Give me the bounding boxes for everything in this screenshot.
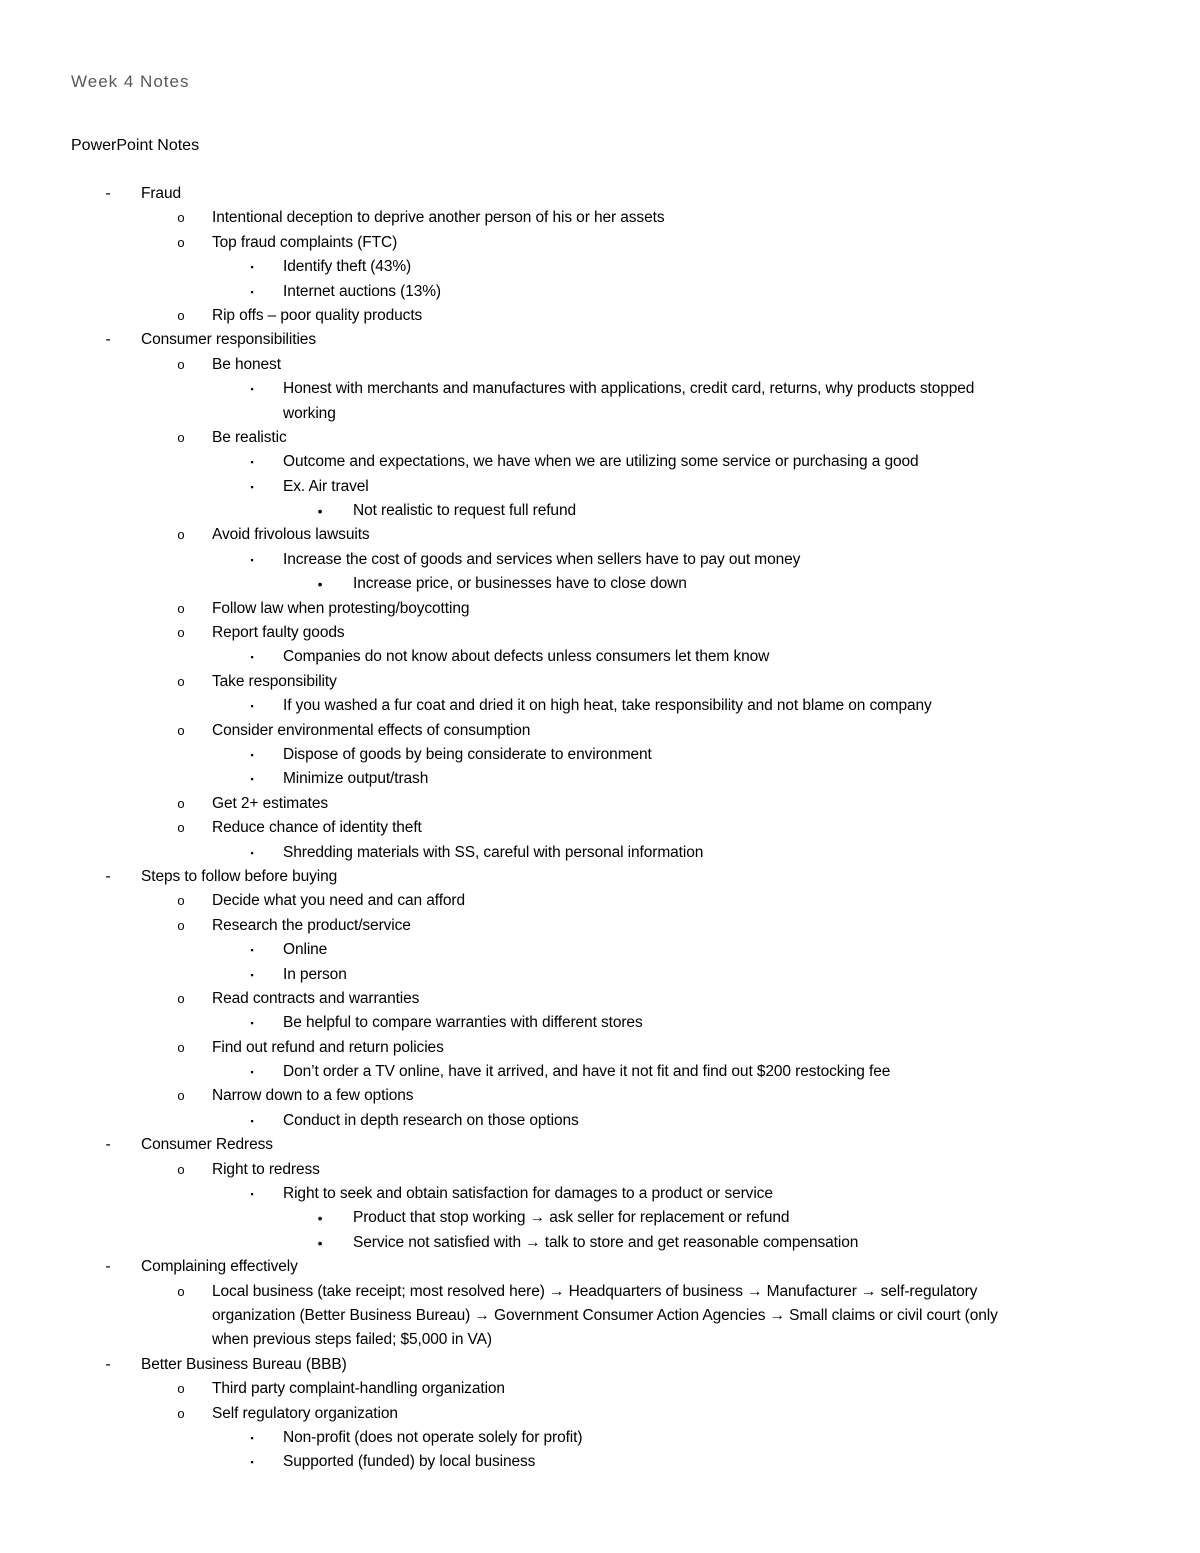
bullet-marker-icon: o: [177, 893, 185, 909]
outline-item-text: Get 2+ estimates: [212, 794, 328, 812]
outline-item-text: Take responsibility: [212, 672, 337, 690]
outline-item-text: Service not satisfied with → talk to store and get reasonable compensation: [353, 1233, 859, 1251]
bullet-marker-icon: •: [317, 503, 323, 520]
bullet-marker-icon: o: [177, 527, 185, 543]
bullet-marker-icon: ▪: [250, 749, 254, 760]
bullet-marker-icon: ▪: [250, 701, 254, 712]
outline-item-level-3: [0, 377, 1200, 401]
bullet-marker-icon: •: [317, 576, 323, 593]
outline-item-level-2: [0, 670, 1200, 694]
bullet-marker-icon: o: [177, 1088, 185, 1104]
outline-item-level-2: [0, 914, 1200, 938]
outline-item-level-3: [0, 450, 1200, 474]
outline-item-text: In person: [283, 965, 347, 983]
bullet-marker-icon: ▪: [250, 945, 254, 956]
outline-item-text: Find out refund and return policies: [212, 1038, 444, 1056]
outline-item-level-2: [0, 1377, 1200, 1401]
outline-item-text: Minimize output/trash: [283, 770, 429, 788]
outline-item-level-3: [0, 938, 1200, 962]
bullet-marker-icon: o: [177, 722, 185, 738]
outline-item-level-3: [0, 280, 1200, 304]
outline-item-level-2: [0, 523, 1200, 547]
bullet-marker-icon: o: [177, 1283, 185, 1299]
bullet-marker-icon: o: [177, 429, 185, 445]
outline-item-level-4: [0, 1206, 1200, 1230]
outline-item-text: Consumer responsibilities: [141, 331, 316, 349]
outline-item-text: Be honest: [212, 355, 281, 373]
outline-item-text: Local business (take receipt; most resolved here) → Headquarters of business → Manufacturer → self-regulatory: [212, 1282, 978, 1300]
outline-item-text: Online: [283, 941, 328, 959]
outline-item-text: Reduce chance of identity theft: [212, 819, 422, 837]
bullet-marker-icon: ▪: [250, 969, 254, 980]
outline-item-text: Internet auctions (13%): [283, 282, 441, 300]
outline-item-text: Non-profit (does not operate solely for profit): [283, 1428, 583, 1446]
outline-item-level-3: [0, 255, 1200, 279]
outline-item-text: Ex. Air travel: [283, 477, 369, 495]
outline-item-text: Consider environmental effects of consumption: [212, 721, 531, 739]
outline-item-text: Narrow down to a few options: [212, 1087, 414, 1105]
outline-item-level-2: [0, 889, 1200, 913]
outline-item-level-2: [0, 1036, 1200, 1060]
outline-item-text: Avoid frivolous lawsuits: [212, 526, 370, 544]
bullet-marker-icon: •: [317, 1234, 323, 1251]
bullet-marker-icon: o: [177, 625, 185, 641]
outline-item-level-2: [0, 792, 1200, 816]
outline-item-level-2: [0, 597, 1200, 621]
outline-item-text: Self regulatory organization: [212, 1404, 398, 1422]
bullet-marker-icon: o: [177, 990, 185, 1006]
outline-item-level-2: [0, 987, 1200, 1011]
outline-item-level-2: [0, 719, 1200, 743]
bullet-marker-icon: -: [105, 185, 111, 202]
outline-item-text: Not realistic to request full refund: [353, 502, 576, 520]
outline-item-text: Intentional deception to deprive another person of his or her assets: [212, 209, 665, 227]
bullet-marker-icon: ▪: [250, 774, 254, 785]
bullet-marker-icon: o: [177, 307, 185, 323]
outline-item-text: Product that stop working → ask seller for replacement or refund: [353, 1209, 790, 1227]
outline-item-level-2: [0, 206, 1200, 230]
outline-item-level-2: [0, 1402, 1200, 1426]
bullet-marker-icon: ▪: [250, 384, 254, 395]
outline-item-level-3: [0, 1182, 1200, 1206]
outline-item-level-2: [0, 1328, 1200, 1352]
outline-item-level-2: [0, 304, 1200, 328]
bullet-marker-icon: o: [177, 600, 185, 616]
notes-outline: [0, 182, 1200, 1475]
outline-item-text: Fraud: [141, 185, 181, 202]
outline-item-level-3: [0, 743, 1200, 767]
outline-item-text: Rip offs – poor quality products: [212, 306, 423, 324]
bullet-marker-icon: ▪: [250, 1189, 254, 1200]
bullet-marker-icon: -: [105, 1136, 111, 1154]
outline-item-text: Dispose of goods by being considerate to environment: [283, 745, 652, 763]
outline-item-text: Decide what you need and can afford: [212, 892, 466, 910]
outline-item-level-4: [0, 499, 1200, 523]
outline-item-text: Follow law when protesting/boycotting: [212, 599, 470, 617]
outline-item-level-2: [0, 1280, 1200, 1304]
bullet-marker-icon: o: [177, 234, 185, 250]
outline-item-level-3: [0, 841, 1200, 865]
outline-item-text: Steps to follow before buying: [141, 867, 338, 885]
outline-item-text: Honest with merchants and manufactures with applications, credit card, returns, why products stopped: [283, 380, 975, 398]
bullet-marker-icon: ▪: [250, 1018, 254, 1029]
outline-item-text: Complaining effectively: [141, 1258, 298, 1276]
bullet-marker-icon: -: [105, 867, 111, 885]
bullet-marker-icon: o: [177, 1381, 185, 1397]
bullet-marker-icon: ▪: [250, 554, 254, 565]
outline-item-level-2: [0, 1084, 1200, 1108]
outline-item-text: Shredding materials with SS, careful with personal information: [283, 843, 704, 861]
bullet-marker-icon: o: [177, 795, 185, 811]
section-heading: PowerPoint Notes: [71, 137, 200, 154]
bullet-marker-icon: o: [177, 1039, 185, 1055]
outline-item-level-3: [0, 767, 1200, 791]
outline-item-level-2: [0, 353, 1200, 377]
outline-item-level-3: [0, 548, 1200, 572]
bullet-marker-icon: ▪: [250, 457, 254, 468]
outline-item-text: Be helpful to compare warranties with different stores: [283, 1014, 643, 1032]
outline-item-level-1: [0, 328, 1200, 352]
outline-item-text: Conduct in depth research on those options: [283, 1111, 579, 1129]
outline-item-level-2: [0, 621, 1200, 645]
outline-item-text: Report faulty goods: [212, 624, 345, 642]
outline-item-text: Supported (funded) by local business: [283, 1453, 536, 1471]
outline-item-text: Identify theft (43%): [283, 258, 412, 276]
outline-item-text: Third party complaint-handling organization: [212, 1380, 505, 1398]
outline-item-level-4: [0, 1231, 1200, 1255]
outline-item-level-3: [0, 963, 1200, 987]
outline-item-level-1: [0, 182, 1200, 206]
outline-item-text: Read contracts and warranties: [212, 989, 420, 1007]
document-title: Week 4 Notes: [71, 72, 190, 91]
outline-item-level-4: [0, 572, 1200, 596]
outline-item-text: Top fraud complaints (FTC): [212, 233, 398, 251]
bullet-marker-icon: ▪: [250, 1115, 254, 1126]
bullet-marker-icon: o: [177, 210, 185, 226]
outline-item-text: Research the product/service: [212, 916, 411, 934]
bullet-marker-icon: ▪: [250, 1432, 254, 1443]
bullet-marker-icon: ▪: [250, 262, 254, 273]
bullet-marker-icon: ▪: [250, 1067, 254, 1078]
outline-item-level-1: [0, 1255, 1200, 1279]
bullet-marker-icon: •: [317, 1210, 323, 1227]
outline-item-level-3: [0, 1426, 1200, 1450]
bullet-marker-icon: o: [177, 820, 185, 836]
outline-item-level-1: [0, 1353, 1200, 1377]
outline-item-text: Outcome and expectations, we have when we are utilizing some service or purchasing a good: [283, 453, 919, 471]
outline-item-text: Don’t order a TV online, have it arrived, and have it not fit and find out $200 restocking fee: [283, 1063, 891, 1081]
outline-item-text: Be realistic: [212, 428, 287, 446]
outline-item-text: organization (Better Business Bureau) → Government Consumer Action Agencies → Small claims or civil court (only: [212, 1306, 998, 1324]
bullet-marker-icon: -: [105, 331, 111, 349]
outline-item-text: when previous steps failed; $5,000 in VA): [212, 1331, 492, 1349]
outline-item-level-3: [0, 402, 1200, 426]
outline-item-level-2: [0, 231, 1200, 255]
outline-item-level-1: [0, 1133, 1200, 1157]
outline-item-text: Companies do not know about defects unless consumers let them know: [283, 648, 770, 666]
outline-item-level-3: [0, 1109, 1200, 1133]
bullet-marker-icon: o: [177, 917, 185, 933]
outline-item-level-1: [0, 865, 1200, 889]
outline-item-level-3: [0, 694, 1200, 718]
outline-item-text: Right to redress: [212, 1160, 320, 1178]
outline-item-text: Increase price, or businesses have to close down: [353, 575, 687, 593]
outline-item-text: Better Business Bureau (BBB): [141, 1355, 347, 1373]
outline-item-level-3: [0, 1450, 1200, 1474]
bullet-marker-icon: -: [105, 1258, 111, 1276]
outline-item-level-2: [0, 1158, 1200, 1182]
bullet-marker-icon: ▪: [250, 847, 254, 858]
bullet-marker-icon: ▪: [250, 481, 254, 492]
outline-item-level-3: [0, 1011, 1200, 1035]
outline-item-text: working: [283, 404, 336, 422]
outline-item-level-3: [0, 475, 1200, 499]
bullet-marker-icon: ▪: [250, 652, 254, 663]
outline-item-level-3: [0, 1060, 1200, 1084]
outline-item-text: Increase the cost of goods and services when sellers have to pay out money: [283, 550, 801, 568]
bullet-marker-icon: ▪: [250, 286, 254, 297]
bullet-marker-icon: o: [177, 356, 185, 372]
outline-item-text: If you washed a fur coat and dried it on high heat, take responsibility and not blame on company: [283, 697, 932, 715]
outline-item-text: Right to seek and obtain satisfaction for damages to a product or service: [283, 1185, 773, 1203]
outline-item-level-3: [0, 645, 1200, 669]
bullet-marker-icon: -: [105, 1355, 111, 1373]
outline-item-level-2: [0, 1304, 1200, 1328]
outline-item-text: Consumer Redress: [141, 1136, 273, 1154]
bullet-marker-icon: o: [177, 673, 185, 689]
bullet-marker-icon: ▪: [250, 1457, 254, 1468]
outline-item-level-2: [0, 816, 1200, 840]
bullet-marker-icon: o: [177, 1161, 185, 1177]
bullet-marker-icon: o: [177, 1405, 185, 1421]
outline-item-level-2: [0, 426, 1200, 450]
